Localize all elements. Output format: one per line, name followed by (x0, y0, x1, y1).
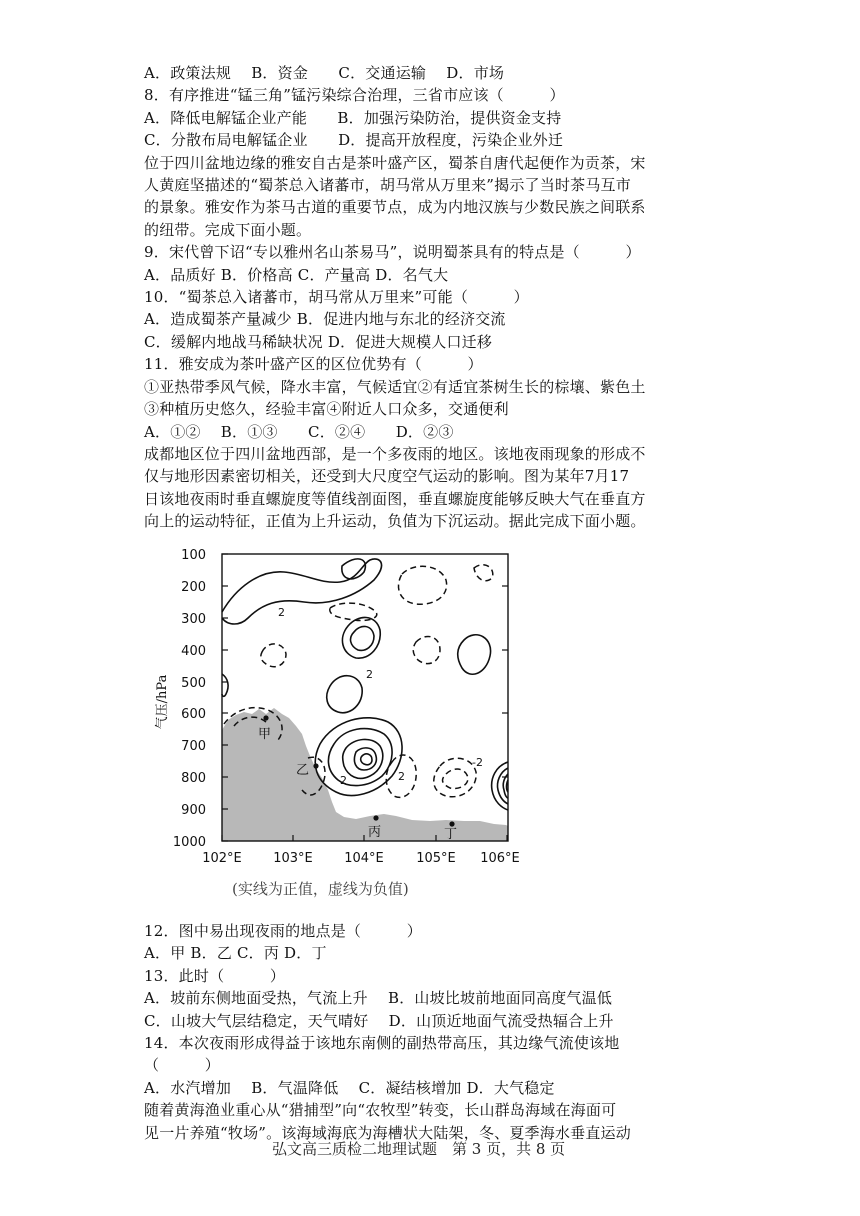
y-tick-labels (173, 548, 206, 850)
text-line: A．品质好 B．价格高 C．产量高 D．名气大 (144, 265, 449, 284)
text-line: C．缓解内地战马稀缺状况 D．促进大规模人口迁移 (144, 332, 493, 351)
contour-label: 2 (366, 668, 373, 681)
solid-contour (361, 754, 372, 765)
text-line: A．降低电解锰企业产能 B．加强污染防治，提供资金支持 (144, 108, 562, 127)
text-line: A．甲 B．乙 C．丙 D．丁 (144, 944, 327, 963)
contour-plot (144, 544, 524, 904)
lower-text (144, 920, 724, 1144)
dashed-contour (434, 758, 476, 796)
passage-line: 位于四川盆地边缘的雅安自古是茶叶盛产区，蜀茶自唐代起便作为贡茶，宋 (144, 153, 646, 172)
text-line: A．造成蜀茶产量减少 B．促进内地与东北的经济交流 (144, 310, 506, 329)
y-tick-label: 600 (181, 707, 206, 722)
y-axis-label: 气压/hPa (155, 674, 170, 730)
text-line: A．坡前东侧地面受热，气流上升 B．山坡比坡前地面同高度气温低 (144, 989, 613, 1008)
question-10: 10．“蜀茶总入诸蕃市，胡马常从万里来”可能（ ） (144, 288, 529, 307)
contour-label: -2 (472, 756, 483, 769)
text-line: ①亚热带季风气候，降水丰富，气候适宜②有适宜茶树生长的棕壤、紫色土 (144, 377, 646, 396)
solid-contour (327, 676, 362, 713)
text-line: A．水汽增加 B．气温降低 C．凝结核增加 D．大气稳定 (144, 1078, 555, 1097)
page-footer: 弘文高三质检二地理试题 第 3 页，共 8 页 (272, 1140, 566, 1158)
point-jia-dot (263, 715, 268, 720)
solid-contour (458, 635, 491, 674)
y-tick-label: 200 (181, 580, 206, 595)
text-line: C．分散布局电解锰企业 D．提高开放程度，污染企业外迁 (144, 131, 564, 150)
question-14: 14．本次夜雨形成得益于该地东南侧的副热带高压，其边缘气流使该地 (144, 1034, 620, 1053)
figure-caption: (实线为正值，虚线为负值) (232, 880, 409, 898)
passage-line: 人黄庭坚描述的“蜀茶总入诸蕃市，胡马常从万里来”揭示了当时茶马互市 (144, 176, 631, 195)
passage-line: 仅与地形因素密切相关，还受到大尺度空气运动的影响。图为某年7月17 (144, 467, 630, 486)
y-tick-label: 900 (181, 803, 206, 818)
dashed-contour (474, 565, 493, 581)
point-jia-label: 甲 (258, 727, 272, 742)
point-yi-label: 乙 (296, 763, 310, 778)
text-line: （ ） (144, 1056, 221, 1075)
solid-contour (351, 626, 374, 650)
dashed-contour (398, 566, 446, 604)
helicity-cross-section-figure (144, 544, 524, 904)
y-tick-label: 300 (181, 612, 206, 627)
y-tick-label: 1000 (172, 835, 206, 850)
y-tick-label: 400 (181, 644, 206, 659)
contour-label: 2 (278, 606, 285, 619)
question-13: 13．此时（ ） (144, 966, 286, 985)
text-line: ③种植历史悠久，经验丰富④附近人口众多，交通便利 (144, 400, 509, 419)
upper-text (144, 62, 724, 533)
x-tick-label: 105°E (416, 851, 456, 866)
passage-line: 日该地夜雨时垂直螺旋度等值线剖面图，垂直螺旋度能够反映大气在垂直方 (144, 489, 646, 508)
x-tick-label: 102°E (202, 851, 242, 866)
text-line: C．山坡大气层结稳定，天气晴好 D．山顶近地面气流受热辐合上升 (144, 1011, 614, 1030)
text-line: A．①② B．①③ C．②④ D．②③ (144, 422, 454, 441)
solid-contour (354, 748, 376, 770)
passage-line: 的景象。雅安作为茶马古道的重要节点，成为内地汉族与少数民族之间联系 (144, 198, 646, 217)
dashed-contour (261, 644, 286, 667)
y-tick-label: 800 (181, 771, 206, 786)
x-tick-label: 106°E (480, 851, 520, 866)
passage-line: 成都地区位于四川盆地西部，是一个多夜雨的地区。该地夜雨现象的形成不 (144, 444, 646, 463)
contour-label: 2 (340, 774, 347, 787)
point-bing-label: 丙 (368, 825, 382, 840)
question-11: 11．雅安成为茶叶盛产区的区位优势有（ ） (144, 355, 483, 374)
point-yi-dot (313, 763, 318, 768)
question-12: 12．图中易出现夜雨的地点是（ ） (144, 922, 422, 940)
point-ding-label: 丁 (444, 827, 458, 842)
passage-line: 随着黄海渔业重心从“猎捕型”向“农牧型”转变，长山群岛海域在海面可 (144, 1101, 617, 1120)
passage-line: 见一片养殖“牧场”。该海域海底为海槽状大陆架，冬、夏季海水垂直运动 (144, 1123, 631, 1142)
y-tick-label: 100 (181, 548, 206, 563)
dashed-contour (413, 636, 440, 663)
x-tick-label: 103°E (273, 851, 313, 866)
passage-line: 向上的运动特征，正值为上升运动，负值为下沉运动。据此完成下面小题。 (144, 512, 646, 531)
passage-line: 的纽带。完成下面小题。 (144, 220, 312, 239)
point-ding-dot (449, 821, 454, 826)
solid-contour (222, 674, 228, 696)
x-tick-label: 104°E (344, 851, 384, 866)
contour-label: 2 (398, 770, 405, 783)
text-line: A．政策法规 B．资金 C．交通运输 D．市场 (144, 64, 505, 82)
y-tick-label: 500 (181, 676, 206, 691)
y-tick-label: 700 (181, 739, 206, 754)
question-9: 9．宋代曾下诏“专以雅州名山茶易马”，说明蜀茶具有的特点是（ ） (144, 243, 641, 262)
point-bing-dot (373, 815, 378, 820)
dashed-contour (443, 769, 468, 788)
question-8: 8．有序推进“锰三角”锰污染综合治理，三省市应该（ ） (144, 86, 565, 105)
solid-contour (222, 559, 382, 624)
x-tick-labels (202, 851, 520, 866)
